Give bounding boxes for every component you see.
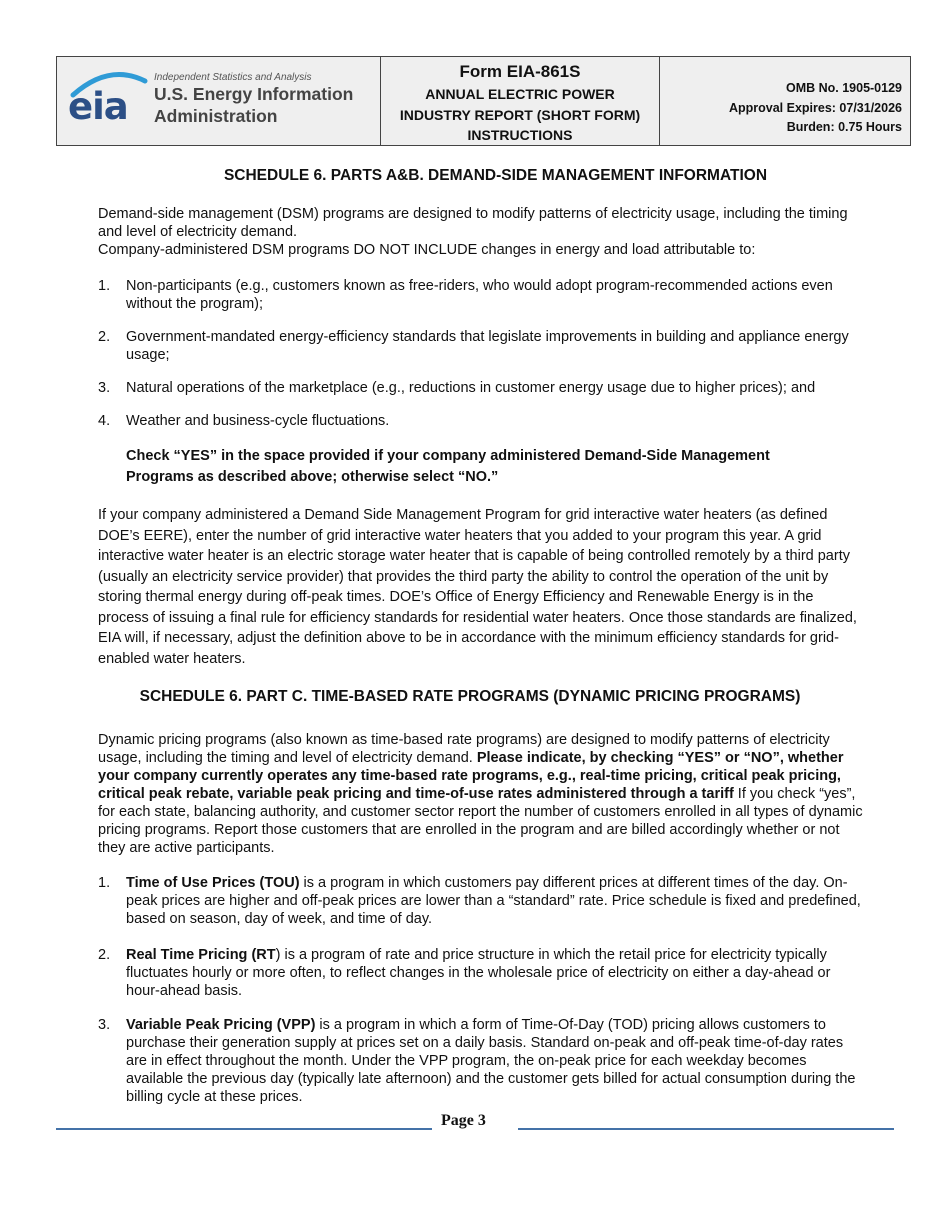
list-item-term: Time of Use Prices (TOU) bbox=[126, 875, 300, 891]
dynamic-pricing-intro-start: Dynamic pricing programs (also known as time-based rate programs) are designed to modify patterns of electricity usage, including the timing and level of electricity demand. bbox=[98, 732, 830, 766]
omb-info-block bbox=[660, 57, 910, 145]
form-title: Form EIA-861S bbox=[459, 62, 581, 81]
list-item-number: 4. bbox=[98, 413, 111, 429]
omb-number: OMB No. 1905-0129 bbox=[785, 81, 902, 95]
list-item-text: Government-mandated energy-efficiency standards that legislate improvements in building and appliance energy usage; bbox=[126, 329, 849, 363]
eia-logo-block bbox=[57, 57, 381, 145]
list-item-term: Variable Peak Pricing (VPP) bbox=[126, 1017, 316, 1033]
dynamic-pricing-instruction: Please indicate, by checking “YES” or “NO”, whether your company currently operates any time-based rate programs, e.g., real-time pricing, critical peak pricing, critical peak rebate, variable peak pricing and time-of-use rates administered through a tariff bbox=[98, 750, 844, 802]
agency-name-line1: U.S. Energy Information bbox=[154, 84, 354, 104]
list-item-number: 2. bbox=[98, 947, 111, 963]
page-footer bbox=[56, 1112, 894, 1134]
list-item-definition: is a program in which customers pay different prices at different times of the day. On-peak prices are higher and off-peak prices are lower than a “standard” rate. Price schedule is fixed and predefined, based on season, day of week, and time of day. bbox=[126, 875, 861, 927]
list-item-term: Real Time Pricing (RT bbox=[126, 947, 276, 963]
form-header bbox=[56, 56, 911, 146]
dsm-intro-text: Demand-side management (DSM) programs are designed to modify patterns of electricity usage, including the timing and level of electricity demand. bbox=[98, 206, 848, 240]
dsm-exclusions-text: Company-administered DSM programs DO NOT INCLUDE changes in energy and load attributable to: bbox=[98, 242, 756, 258]
approval-expiry: Approval Expires: 07/31/2026 bbox=[728, 100, 902, 115]
form-subtitle-line3: INSTRUCTIONS bbox=[467, 127, 573, 143]
list-item-text bbox=[126, 1016, 866, 1106]
section-heading-time-based-rates: SCHEDULE 6. PART C. TIME-BASED RATE PROGRAMS (DYNAMIC PRICING PROGRAMS) bbox=[139, 688, 801, 705]
agency-tagline: Independent Statistics and Analysis bbox=[154, 72, 312, 83]
list-item-number: 2. bbox=[98, 329, 111, 345]
list-item-number: 1. bbox=[98, 875, 111, 891]
footer-rule-left bbox=[56, 1128, 432, 1130]
section-heading-dsm: SCHEDULE 6. PARTS A&B. DEMAND-SIDE MANAGEMENT INFORMATION bbox=[223, 167, 768, 184]
list-item-number: 1. bbox=[98, 278, 111, 294]
list-item-text: Weather and business-cycle fluctuations. bbox=[126, 413, 390, 429]
burden-hours: Burden: 0.75 Hours bbox=[786, 120, 902, 134]
eia-logo-wordmark: eia bbox=[68, 85, 128, 128]
form-title-block bbox=[381, 57, 660, 145]
footer-rule-right bbox=[518, 1128, 894, 1130]
list-item-number: 3. bbox=[98, 1017, 111, 1033]
page-number: Page 3 bbox=[441, 1112, 486, 1129]
list-item-text: Non-participants (e.g., customers known as free-riders, who would adopt program-recommended actions even without the program); bbox=[126, 278, 833, 312]
list-item-text bbox=[126, 874, 866, 928]
list-item-definition: is a program in which a form of Time-Of-Day (TOD) pricing allows customers to purchase their generation supply at prices set on a daily basis. Standard on-peak and off-peak time-of-day rates are in effect throughout the month. Under the VPP program, the on-peak price for each weekday becomes available the previous day (typically late afternoon) and the customer gets billed for actual consumption during the billing cycle at these prices. bbox=[126, 1017, 856, 1105]
agency-name-line2: Administration bbox=[154, 106, 278, 126]
dynamic-pricing-intro bbox=[98, 731, 868, 857]
list-item-text: Natural operations of the marketplace (e.g., reductions in customer energy usage due to higher prices); and bbox=[126, 380, 816, 396]
list-item-definition: ) is a program of rate and price structure in which the retail price for electricity typically fluctuates hourly or more often, to reflect changes in the wholesale price of electricity on either a day-ahead or hour-ahead basis. bbox=[126, 947, 831, 999]
dsm-check-instruction: Check “YES” in the space provided if your company administered Demand-Side Management Programs as described above; otherwise select “NO.” bbox=[126, 448, 770, 485]
form-subtitle-line1: ANNUAL ELECTRIC POWER bbox=[425, 86, 615, 102]
dsm-intro-paragraph bbox=[98, 205, 868, 259]
form-subtitle-line2: INDUSTRY REPORT (SHORT FORM) bbox=[399, 106, 641, 123]
water-heater-paragraph: If your company administered a Demand Side Management Program for grid interactive water heaters (as defined DOE’s EERE), enter the number of grid interactive water heaters that you added to your program this year. A grid interactive water heater is an electric storage water heater that is capable of being controlled remotely by a third party (usually an electricity service provider) that provides the third party the ability to control the operation of the unit by storing thermal energy during off-peak times. DOE’s Office of Energy Efficiency and Renewable Energy is in the process of issuing a final rule for efficiency standards for residential water heaters. Once those standards are finalized, EIA will, if necessary, adjust the definition above to be in accordance with the minimum efficiency standards for grid-enabled water heaters. bbox=[98, 507, 857, 667]
list-item-number: 3. bbox=[98, 380, 111, 396]
list-item-text bbox=[126, 946, 866, 1000]
dynamic-pricing-intro-end: If you check “yes”, for each state, balancing authority, and customer sector report the number of customers enrolled in all types of dynamic pricing programs. Report those customers that are enrolled in the program and are billed accordingly whether or not they are active participants. bbox=[98, 786, 863, 856]
